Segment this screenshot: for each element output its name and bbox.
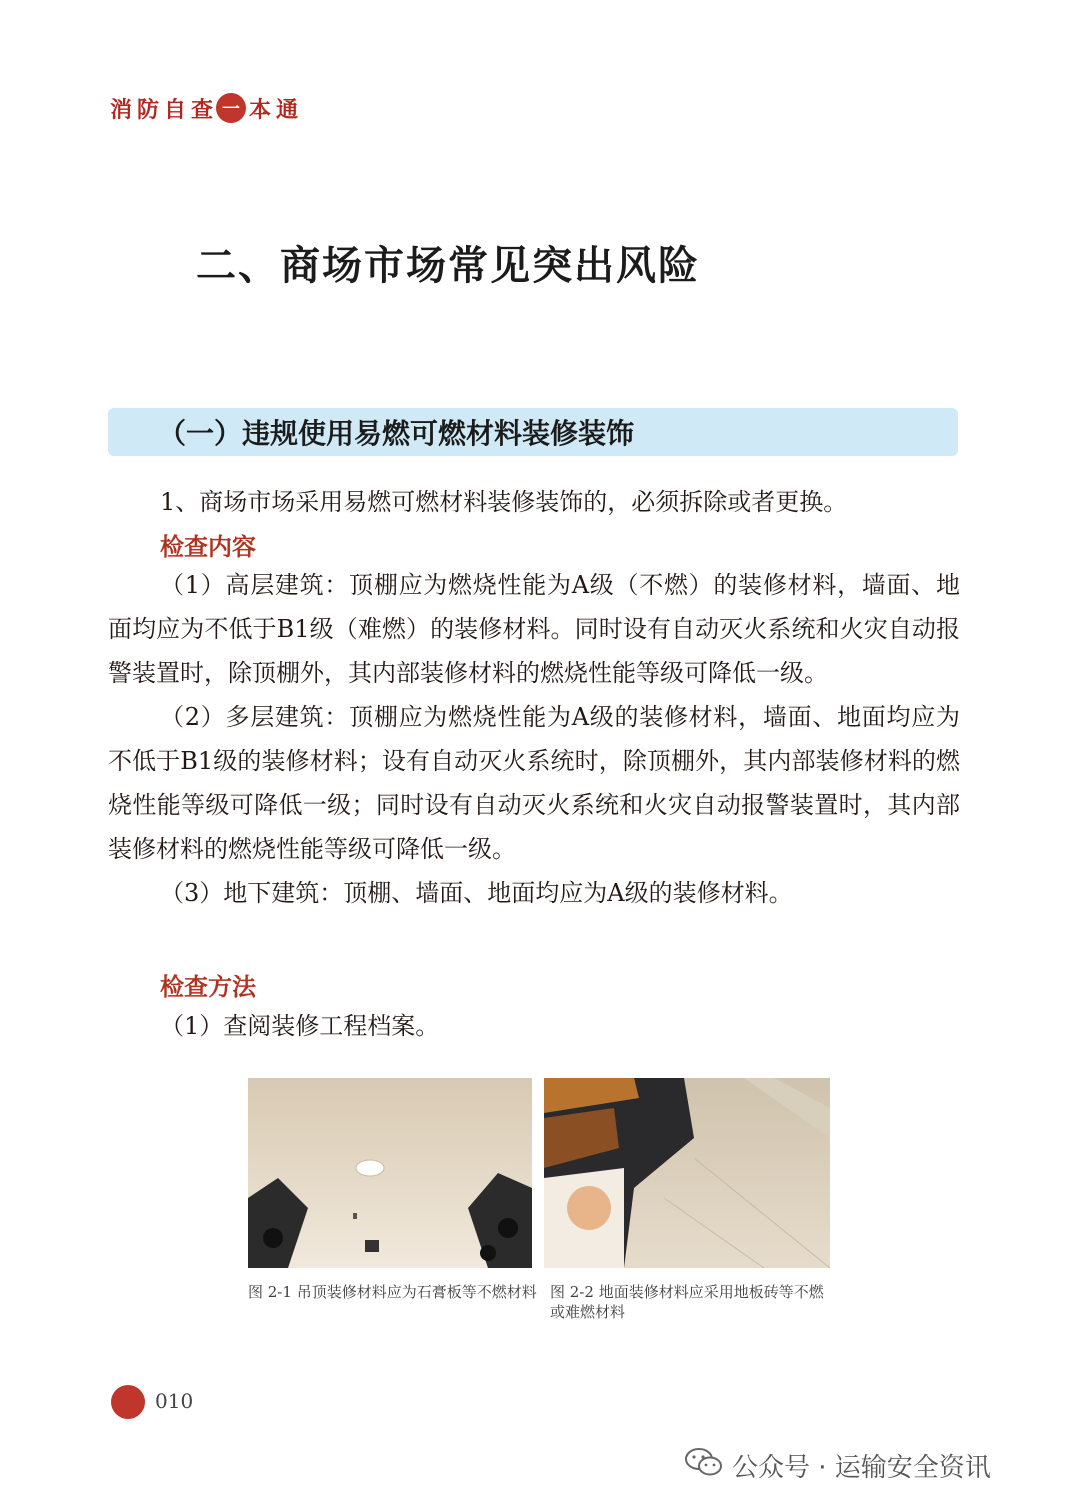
logo-char: 查 <box>190 97 213 123</box>
page-number-dot <box>111 1385 145 1419</box>
logo-char: 消 <box>109 97 132 123</box>
watermark-text: 公众号 · 运输安全资讯 <box>732 1453 991 1483</box>
figure-floor-photo <box>544 1078 830 1268</box>
check-method-block <box>108 1004 960 1048</box>
logo-char: 本 <box>248 97 271 123</box>
check-method-heading: 检查方法 <box>160 973 256 1001</box>
logo-char: 一 <box>216 93 246 123</box>
watermark <box>684 1446 991 1485</box>
section-title: （一）违规使用易燃可燃材料装修装饰 <box>158 417 635 450</box>
figure-caption: 图 2-1 吊顶装修材料应为石膏板等不燃材料 <box>248 1283 537 1301</box>
check-content-heading: 检查内容 <box>160 533 256 561</box>
section-heading-bar <box>108 408 958 456</box>
check-method-paragraph: （1）查阅装修工程档案。 <box>160 1012 440 1040</box>
item-1-block <box>108 480 960 524</box>
logo-char: 防 <box>136 97 159 123</box>
page-number: 010 <box>155 1389 194 1413</box>
check-content-block <box>108 563 960 915</box>
logo-char: 自 <box>163 97 186 123</box>
check-content-paragraph: （3）地下建筑：顶棚、墙面、地面均应为A级的装修材料。 <box>160 879 793 907</box>
series-logo <box>108 88 301 128</box>
chapter-title: 二、商场市场常见突出风险 <box>196 243 700 289</box>
figure-ceiling-photo <box>248 1078 532 1268</box>
logo-char: 通 <box>275 97 298 123</box>
check-content-paragraph: （1）高层建筑：顶棚应为燃烧性能为A级（不燃）的装修材料，墙面、地面均应为不低于B1级（难燃）的装修材料。同时设有自动灭火系统和火灾自动报警装置时，除顶棚外，其内部装修材料的燃烧性能等级可降低一级。 <box>108 571 960 687</box>
check-content-paragraph: （2）多层建筑：顶棚应为燃烧性能为A级的装修材料，墙面、地面均应为不低于B1级的装修材料；设有自动灭火系统时，除顶棚外，其内部装修材料的燃烧性能等级可降低一级；同时设有自动灭火系统和火灾自动报警装置时，其内部装修材料的燃烧性能等级可降低一级。 <box>108 703 960 863</box>
wechat-icon <box>684 1446 724 1485</box>
figure-caption: 图 2-2 地面装修材料应采用地板砖等不燃或难燃材料 <box>550 1283 824 1321</box>
item-1-text: 1、商场市场采用易燃可燃材料装修装饰的，必须拆除或者更换。 <box>160 488 848 516</box>
